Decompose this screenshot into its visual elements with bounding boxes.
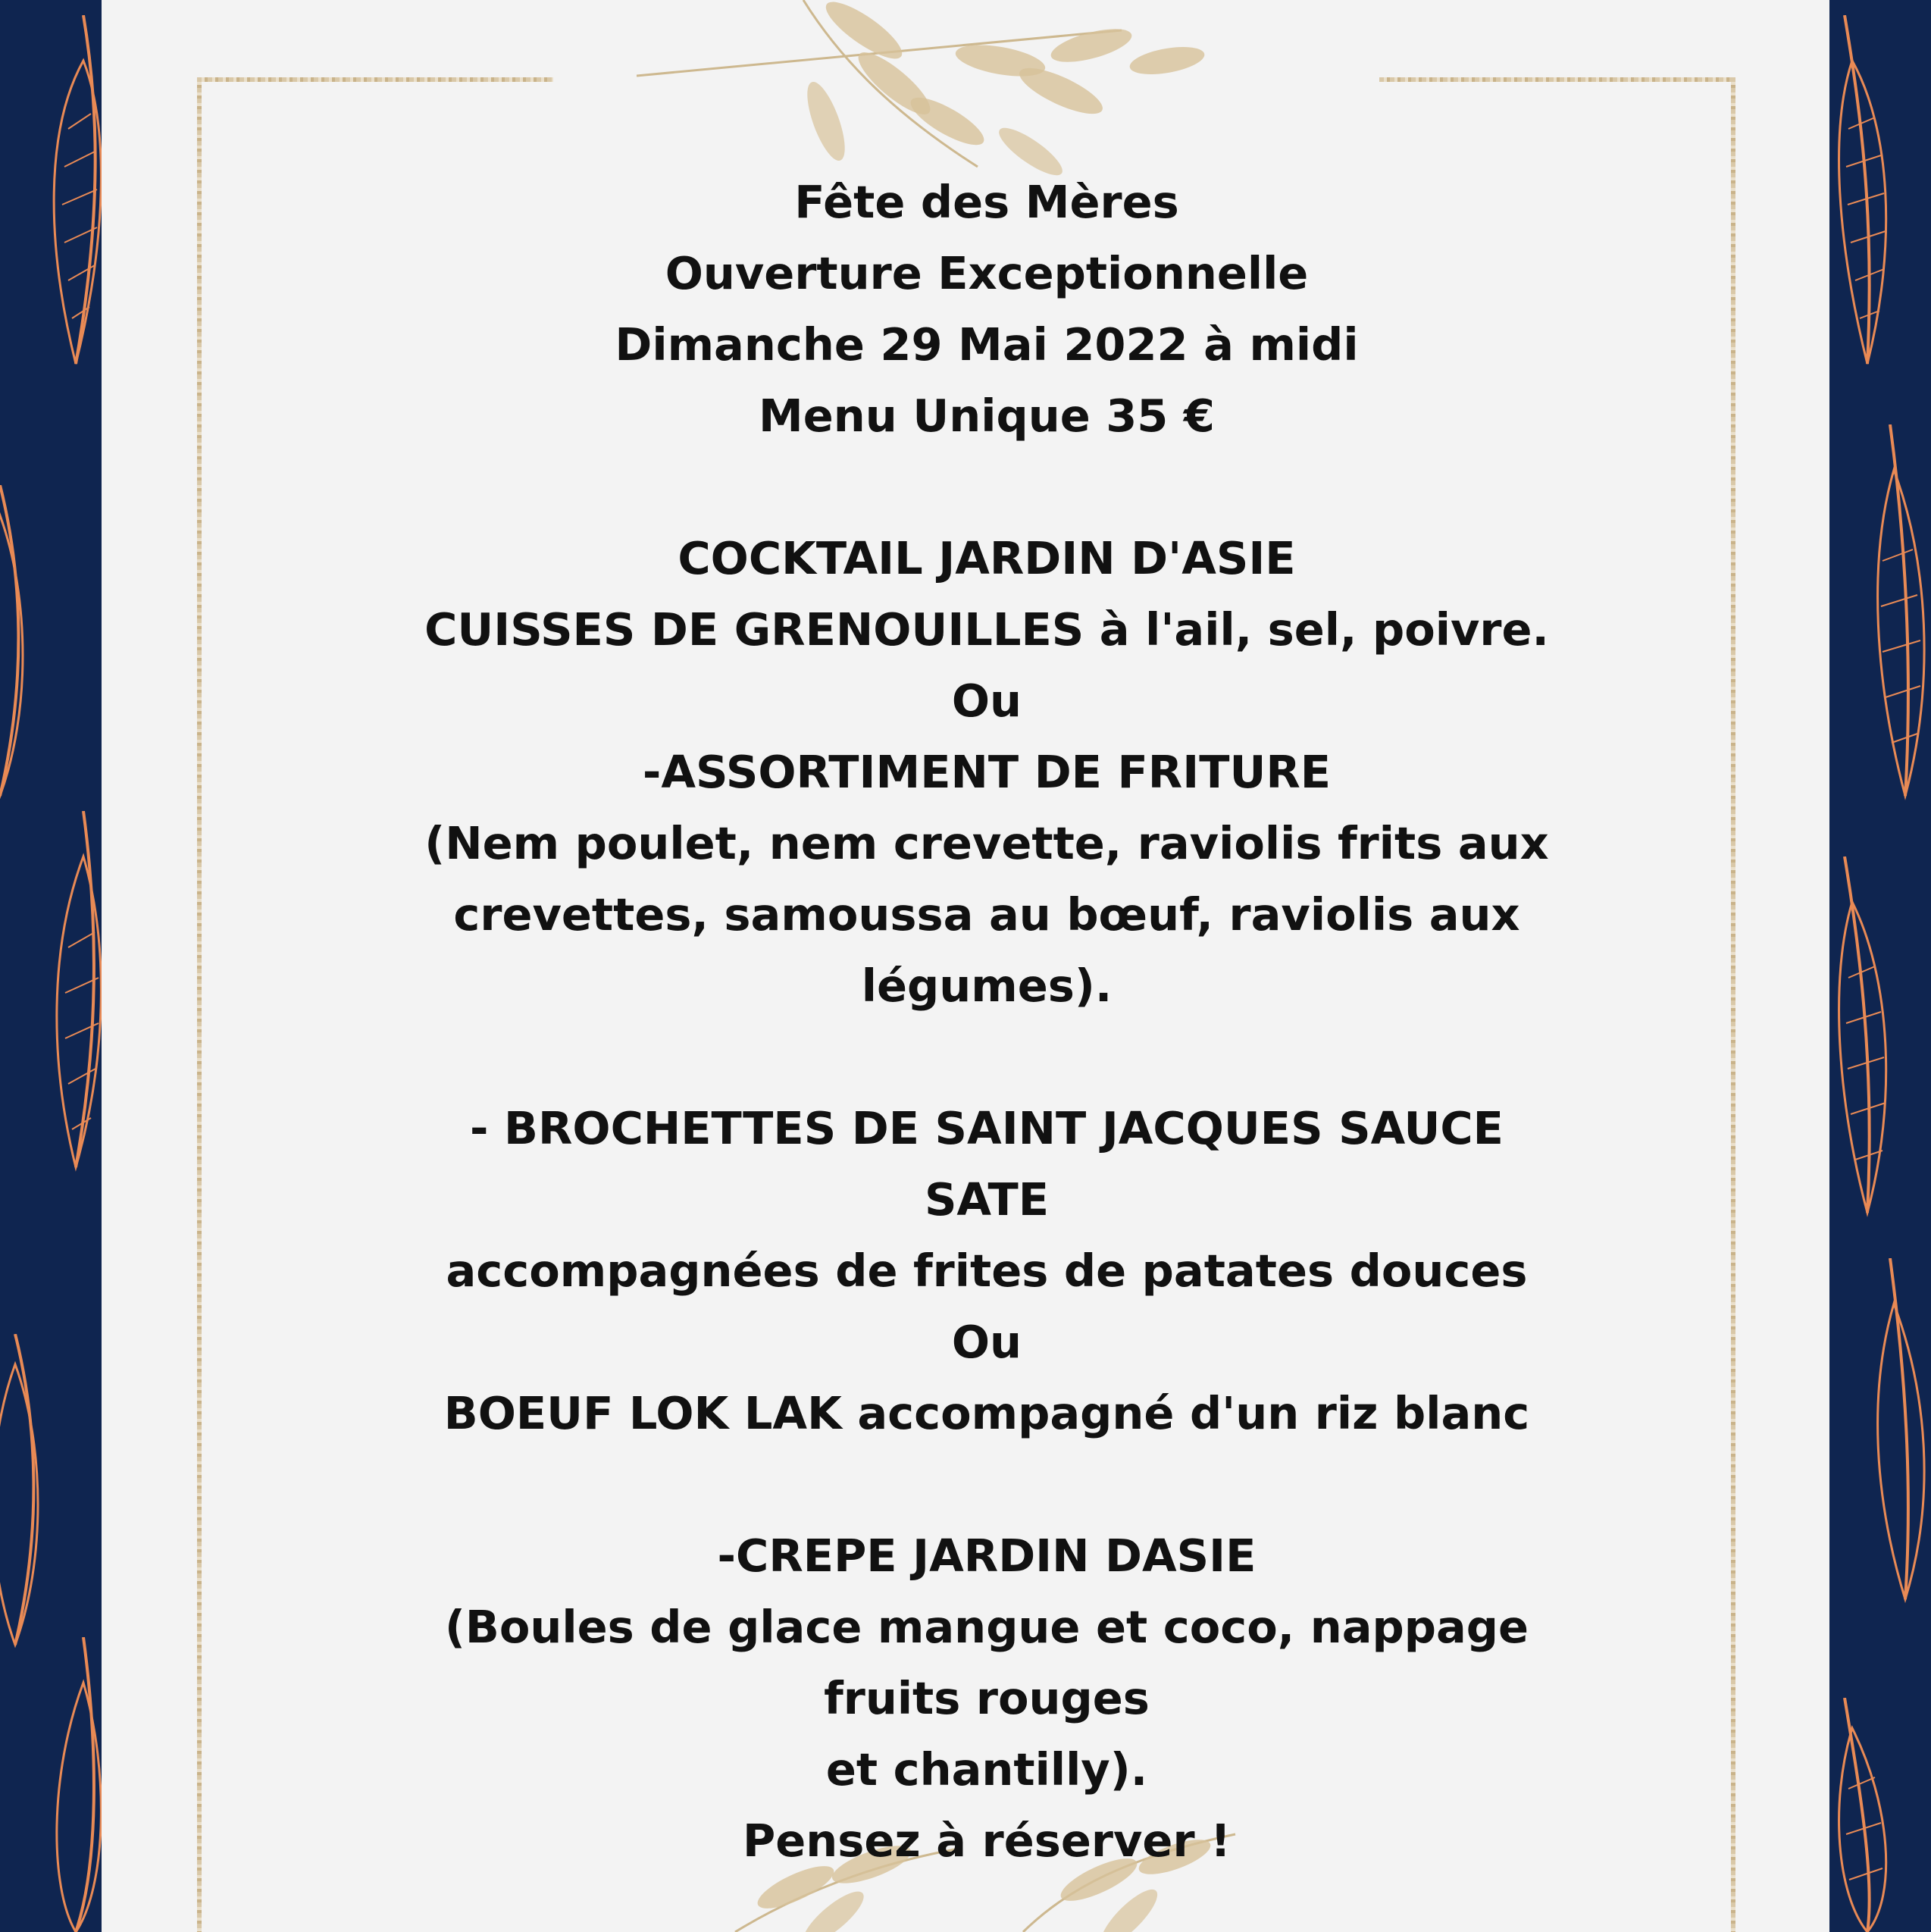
menu-line: SATE [924, 1173, 1050, 1226]
menu-line: crevettes, samoussa au bœuf, raviolis aux [453, 888, 1520, 941]
feather-icon [0, 485, 38, 803]
opening-notice: Ouverture Exceptionnelle [665, 247, 1309, 299]
menu-line: COCKTAIL JARDIN D'ASIE [678, 532, 1296, 584]
menu-line: -CREPE JARDIN DASIE [717, 1530, 1257, 1582]
feather-icon [1860, 1258, 1931, 1607]
feather-icon [1829, 1698, 1913, 1932]
menu-line: - BROCHETTES DE SAINT JACQUES SAUCE [469, 1102, 1504, 1154]
main-section [364, 1093, 1610, 1449]
reservation-reminder: Pensez à réserver ! [743, 1815, 1231, 1867]
feather-icon [0, 1334, 53, 1652]
menu-header [364, 167, 1610, 452]
menu-line: légumes). [861, 960, 1113, 1012]
menu-line: Ou [951, 1316, 1022, 1368]
right-feather-border [1829, 0, 1931, 1932]
menu-line: Ou [951, 675, 1022, 727]
starter-section [364, 523, 1610, 1022]
menu-line: CUISSES DE GRENOUILLES à l'ail, sel, poivre. [424, 603, 1549, 656]
menu-line: (Boules de glace mangue et coco, nappage [444, 1601, 1529, 1653]
menu-content [364, 167, 1610, 1877]
left-feather-border [0, 0, 102, 1932]
dessert-section [364, 1520, 1610, 1877]
feather-icon [38, 1637, 102, 1932]
event-date: Dimanche 29 Mai 2022 à midi [615, 318, 1359, 371]
event-title: Fête des Mères [794, 176, 1179, 228]
menu-line: BOEUF LOK LAK accompagné d'un riz blanc [443, 1387, 1530, 1439]
menu-price: Menu Unique 35 € [759, 390, 1215, 442]
menu-line: -ASSORTIMENT DE FRITURE [642, 746, 1332, 798]
feather-icon [1829, 856, 1913, 1220]
menu-line: (Nem poulet, nem crevette, raviolis frits aux [424, 817, 1549, 869]
feather-icon [30, 15, 102, 371]
menu-line: accompagnées de frites de patates douces [446, 1245, 1528, 1297]
feather-icon [1829, 15, 1913, 371]
menu-line: et chantilly). [825, 1743, 1148, 1796]
menu-line: fruits rouges [824, 1672, 1150, 1724]
feather-icon [1860, 424, 1931, 803]
feather-icon [38, 811, 102, 1175]
